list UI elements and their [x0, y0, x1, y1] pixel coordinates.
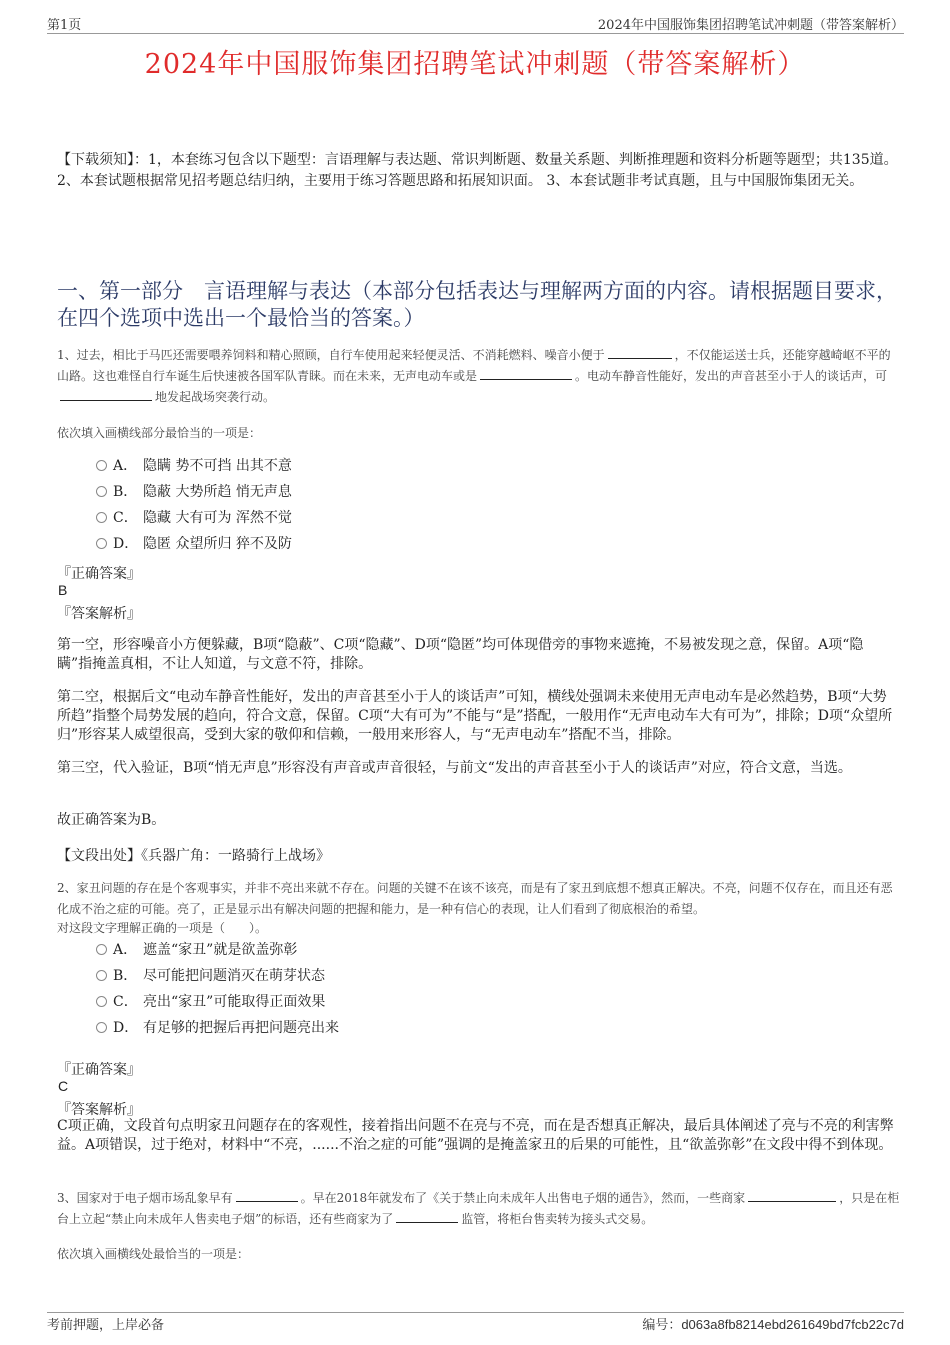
question-2-prompt: 对这段文字理解正确的一项是（ ）。: [57, 921, 268, 935]
header-divider: [47, 33, 904, 34]
radio-icon[interactable]: [96, 996, 107, 1007]
q2-answer-label: 『正确答案』: [57, 1062, 141, 1078]
radio-icon[interactable]: [96, 486, 107, 497]
header-doc-title: 2024年中国服饰集团招聘笔试冲刺题（带答案解析）: [597, 18, 904, 33]
option-key: C．: [113, 510, 138, 526]
option-text: 隐藏 大有可为 浑然不觉: [143, 510, 292, 526]
q2-answer: C: [58, 1078, 69, 1094]
radio-icon[interactable]: [96, 970, 107, 981]
radio-icon[interactable]: [96, 944, 107, 955]
q1-text-3: 。电动车静音性能好，发出的声音甚至小于人的谈话声，可: [575, 369, 888, 383]
footer-code-label: 编号：: [642, 1318, 682, 1333]
option-text: 有足够的把握后再把问题亮出来: [143, 1020, 339, 1036]
option-text: 隐瞒 势不可挡 出其不意: [143, 458, 292, 474]
fill-blank: [60, 388, 152, 401]
q2-option-b[interactable]: [96, 966, 325, 986]
q1-answer: B: [58, 582, 68, 598]
q1-analysis-1: 第一空，形容噪音小方便躲藏，B项“隐蔽”、C项“隐藏”、D项“隐匿”均可体现借旁的事物来遮掩，不易被发现之意，保留。A项“隐瞒”指掩盖真相，不让人知道，与文意不符，排除。: [57, 637, 864, 672]
q1-option-c[interactable]: [96, 508, 292, 528]
fill-blank: [748, 1189, 836, 1202]
q2-option-d[interactable]: [96, 1018, 339, 1038]
page-title: 2024年中国服饰集团招聘笔试冲刺题（带答案解析）: [144, 49, 806, 80]
radio-icon[interactable]: [96, 460, 107, 471]
q1-source: 【文段出处】《兵器广角：一路骑行上战场》: [57, 848, 330, 864]
option-key: A．: [113, 458, 138, 474]
q1-text-1: 1、过去，相比于马匹还需要喂养饲料和精心照顾，自行车使用起来轻便灵活、不消耗燃料、噪音小便于: [57, 348, 605, 362]
q2-option-a[interactable]: [96, 940, 297, 960]
option-key: B．: [113, 968, 138, 984]
q2-analysis-label: 『答案解析』: [57, 1102, 141, 1118]
radio-icon[interactable]: [96, 1022, 107, 1033]
q2-analysis: C项正确，文段首句点明家丑问题存在的客观性，接着指出问题不在亮与不亮，而在是否想真正解决，最后具体阐述了亮与不亮的利害弊益。A项错误，过于绝对，材料中“不亮，......不治之症的可能”强调的是掩盖家丑的后果的可能性，且“欲盖弥彰”在文段中得不到体现。: [57, 1118, 894, 1153]
q2-option-c[interactable]: [96, 992, 325, 1012]
q3-text-2: 。早在2018年就发布了《关于禁止向未成年人出售电子烟的通告》，然而，一些商家: [300, 1191, 746, 1205]
option-text: 亮出“家丑”可能取得正面效果: [143, 994, 326, 1010]
radio-icon[interactable]: [96, 512, 107, 523]
q3-text-4: 监管，将柜台售卖转为接头式交易。: [461, 1212, 654, 1226]
question-2-stem: 2、家丑问题的存在是个客观事实，并非不亮出来就不存在。问题的关键不在该不该亮，而是有了家丑到底想不想真正解决。不亮，问题不仅存在，而且还有恶化成不治之症的可能。亮了，正是显示出有解决问题的把握和能力，是一种有信心的表现，让人们看到了彻底根治的希望。: [57, 881, 893, 916]
option-key: C．: [113, 994, 138, 1010]
fill-blank: [480, 367, 572, 380]
page-number: 第1页: [47, 18, 82, 33]
q1-analysis-4: 故正确答案为B。: [57, 812, 166, 828]
footer-divider: [47, 1312, 904, 1313]
option-key: B．: [113, 484, 138, 500]
q1-analysis-2: 第二空，根据后文“电动车静音性能好，发出的声音甚至小于人的谈话声”可知，横线处强调未来使用无声电动车是必然趋势，B项“大势所趋”指整个局势发展的趋向，符合文意，保留。C项“大有可为”不能与“是”搭配，一般用作“无声电动车大有可为”，排除；D项“众望所归”形容某人威望很高，受到大家的敬仰和信赖，一般用来形容人，与“无声电动车”搭配不当，排除。: [57, 689, 893, 743]
q1-option-b[interactable]: [96, 482, 292, 502]
fill-blank: [236, 1189, 298, 1202]
q1-option-d[interactable]: [96, 534, 292, 554]
q1-answer-label: 『正确答案』: [57, 566, 141, 582]
q3-text-1: 3、国家对于电子烟市场乱象早有: [57, 1191, 233, 1205]
option-key: A．: [113, 942, 138, 958]
option-text: 尽可能把问题消灭在萌芽状态: [143, 968, 325, 984]
question-1-stem: [57, 345, 902, 408]
page-footer: [47, 1314, 904, 1334]
question-1-prompt: 依次填入画横线部分最恰当的一项是：: [57, 426, 262, 440]
footer-code: d063a8fb8214ebd261649bd7fcb22c7d: [681, 1317, 904, 1332]
question-3-prompt: 依次填入画横线处最恰当的一项是：: [57, 1247, 250, 1261]
page-header: [47, 14, 904, 34]
q1-text-4: 地发起战场突袭行动。: [155, 390, 276, 404]
q1-analysis-3: 第三空，代入验证，B项“悄无声息”形容没有声音或声音很轻，与前文“发出的声音甚至小于人的谈话声”对应，符合文意，当选。: [57, 760, 852, 776]
option-text: 遮盖“家丑”就是欲盖弥彰: [143, 942, 298, 958]
section-title: 一、第一部分 言语理解与表达（本部分包括表达与理解两方面的内容。请根据题目要求，在四个选项中选出一个最恰当的答案。）: [57, 279, 897, 330]
download-notice: 【下载须知】：1，本套练习包含以下题型：言语理解与表达题、常识判断题、数量关系题、判断推理题和资料分析题等题型；共135道。 2、本套试题根据常见招考题总结归纳，主要用于练习答题思路和拓展知识面。 3、本套试题非考试真题，且与中国服饰集团无关。: [57, 152, 898, 189]
option-key: D．: [113, 1020, 139, 1036]
fill-blank: [396, 1210, 458, 1223]
q1-analysis-label: 『答案解析』: [57, 606, 141, 622]
q1-option-a[interactable]: [96, 456, 292, 476]
q3-text-3: ，只是在柜台上立起“禁止向未成年人售卖电子烟”的标语，还有些商家为了: [57, 1191, 900, 1226]
question-3-stem: [57, 1188, 902, 1230]
footer-code-wrap: [642, 1314, 904, 1333]
q1-text-2: ，不仅能运送士兵，还能穿越崎岖不平的山路。这也难怪自行车诞生后快速被各国军队青睐。而在未来，无声电动车或是: [57, 348, 891, 383]
radio-icon[interactable]: [96, 538, 107, 549]
option-text: 隐蔽 大势所趋 悄无声息: [143, 484, 292, 500]
option-key: D．: [113, 536, 139, 552]
fill-blank: [608, 346, 672, 359]
footer-slogan: 考前押题，上岸必备: [47, 1318, 165, 1333]
option-text: 隐匿 众望所归 猝不及防: [143, 536, 292, 552]
